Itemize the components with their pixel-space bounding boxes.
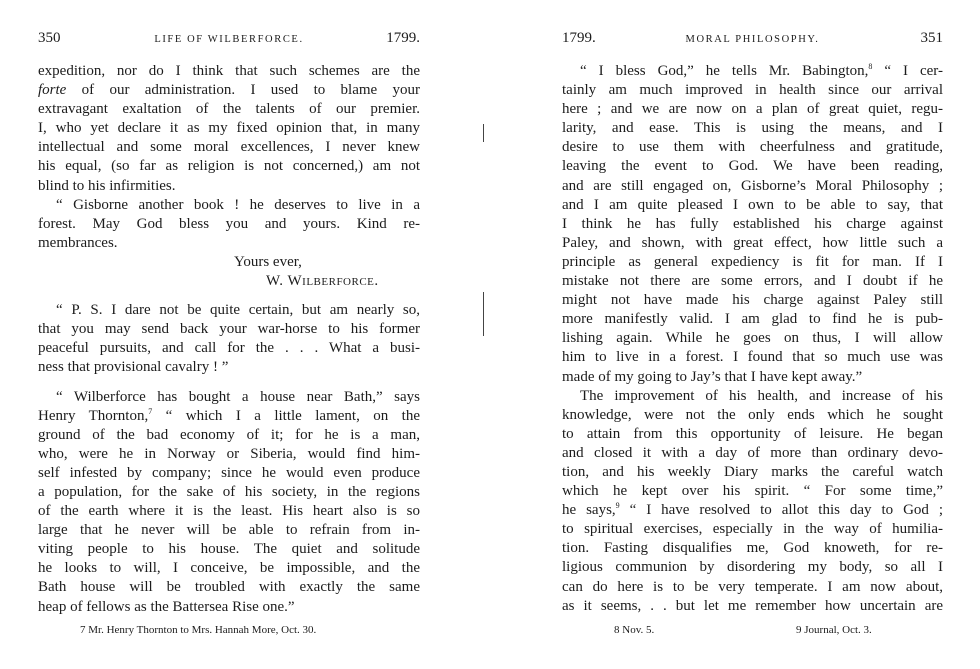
text-line: can do here is to be very temperate. I am now about, bbox=[562, 578, 943, 595]
text-line: desire to use them with cheerfulness and gratitude, bbox=[562, 139, 943, 156]
text-line: made of my going to Jay’s that I have kept away.” bbox=[562, 368, 863, 385]
text-line: I, who yet declare it as my fixed opinion that, in many bbox=[38, 120, 420, 137]
text-line: heap of fellows as the Battersea Rise one.” bbox=[38, 598, 295, 615]
text-line: leaving the event to God. We have been reading, bbox=[562, 158, 943, 175]
text-line: who, were he in Norway or Siberia, would find him- bbox=[38, 445, 420, 462]
text-line: forte of our administration. I used to blame your bbox=[38, 82, 420, 99]
text-line: Henry Thornton,$^7$ “ which I a little lament, on the bbox=[38, 406, 421, 424]
text-line: and are still engaged on, Gisborne’s Moral Philosophy ; bbox=[562, 177, 943, 194]
italic-word: forte bbox=[38, 82, 67, 99]
letter-closing: Yours ever, bbox=[234, 253, 302, 270]
text-line: as it seems, . . but let me remember how uncertain are bbox=[562, 597, 943, 614]
text-line: and I am quite pleased I own to be able to say, that bbox=[562, 196, 943, 213]
right-page-header bbox=[562, 30, 943, 50]
text-line: his equal, (so far as religion is not concerned,) am not bbox=[38, 158, 420, 175]
running-title: MORAL PHILOSOPHY. bbox=[685, 34, 820, 45]
footnote: 7 Mr. Henry Thornton to Mrs. Hannah More, Oct. 30. bbox=[80, 624, 317, 636]
text-line: “ I bless God,” he tells Mr. Babington,$^8$ “ I cer- bbox=[580, 62, 943, 79]
text-line: ness that provisional cavalry ! ” bbox=[38, 359, 229, 376]
text-line: blind to his infirmities. bbox=[38, 177, 176, 194]
text-line: Bath house will be troubled with exactly the same bbox=[38, 579, 420, 596]
right-page-text bbox=[562, 62, 943, 616]
text-line: tainly am much improved in health since our arrival bbox=[562, 82, 943, 99]
text-line: The improvement of his health, and increase of his bbox=[580, 387, 943, 404]
letter-signature: W. Wilberforce. bbox=[266, 273, 379, 290]
text-line: of the earth where it is the least. His heart also is so bbox=[38, 503, 420, 520]
text-line: a population, for the sake of his society, in the regions bbox=[38, 483, 420, 500]
text-line: knowledge, were not the only ends which he sought bbox=[562, 406, 943, 423]
text-line: “ Gisborne another book ! he deserves to live in a bbox=[56, 196, 420, 213]
text-line: that you may send back your war-horse to his former bbox=[38, 321, 420, 338]
text-line: mistake not there are some errors, and I doubt if he bbox=[562, 273, 943, 290]
gutter-mark bbox=[483, 292, 484, 336]
text-line: he says,$^9$ “ I have resolved to allot this day to God ; bbox=[562, 501, 944, 519]
footnote: 9 Journal, Oct. 3. bbox=[796, 624, 872, 636]
text-line: here ; and we are now on a plan of great quiet, regu- bbox=[562, 101, 943, 118]
text-line: to spiritual exercises, especially in the way of humilia- bbox=[562, 521, 943, 538]
footnote: 8 Nov. 5. bbox=[614, 624, 655, 636]
left-page-text bbox=[38, 62, 420, 617]
gutter-mark bbox=[483, 124, 484, 142]
text-line: larity, and ease. This is using the means, and I bbox=[562, 120, 943, 137]
footnote-ref: 7 bbox=[148, 406, 153, 416]
left-page-header bbox=[38, 30, 420, 50]
text-line: extravagant exaltation of the talents of our premier. bbox=[38, 101, 420, 118]
text-line: viting people to his house. The quiet and solitude bbox=[38, 541, 420, 558]
text-line: which he kept over his spirit. “ For some time,” bbox=[562, 483, 943, 500]
text-line: ligious communion by disordering my body, so all I bbox=[562, 559, 943, 576]
text-line: principle as general expediency is fit for man. If I bbox=[562, 253, 943, 270]
text-line: large that he never will be able to refrain from in- bbox=[38, 522, 420, 539]
text-line: tion, and his weekly Diary marks the careful watch bbox=[562, 463, 943, 480]
text-line: peaceful pursuits, and call for the . . . What a busi- bbox=[38, 340, 420, 357]
text-line: forest. May God bless you and yours. Kind re- bbox=[38, 215, 420, 232]
text-line: him to live in a forest. I found that so much use was bbox=[562, 349, 943, 366]
text-line: lishing again. While he goes on thus, I will allow bbox=[562, 330, 943, 347]
running-year: 1799. bbox=[386, 30, 420, 46]
right-page bbox=[562, 0, 943, 669]
running-title: LIFE OF WILBERFORCE. bbox=[154, 34, 304, 45]
text-line: self infested by company; since he would even produce bbox=[38, 464, 420, 481]
footnote-ref: 9 bbox=[615, 501, 620, 511]
text-line: expedition, nor do I think that such schemes are the bbox=[38, 63, 420, 79]
footnote-ref: 8 bbox=[868, 62, 873, 71]
text-line: “ P. S. I dare not be quite certain, but am nearly so, bbox=[56, 302, 420, 319]
text-line: he looks to will, I conceive, be impossible, and the bbox=[38, 560, 420, 577]
running-year: 1799. bbox=[562, 30, 596, 46]
text-line: tion. Fasting disqualifies me, God knoweth, for re- bbox=[562, 540, 943, 557]
text-line: to attain from this opportunity of leisure. He began bbox=[562, 425, 943, 442]
text-line: Paley, and shown, with great effect, how little such a bbox=[562, 234, 943, 251]
left-page bbox=[38, 0, 420, 669]
page-number: 351 bbox=[920, 30, 943, 46]
text-line: and closed it with a day of more than ordinary devo- bbox=[562, 444, 943, 461]
text-line: membrances. bbox=[38, 234, 118, 251]
text-line: “ Wilberforce has bought a house near Bath,” says bbox=[56, 388, 420, 405]
text-line: ground of the bad economy of it; for he is a man, bbox=[38, 426, 420, 443]
text-line: I think he has fully established his charge against bbox=[562, 215, 943, 232]
text-line: more manifestly valid. I am glad to find he is pub- bbox=[562, 311, 943, 328]
text-line: might not have made his charge against Paley still bbox=[562, 292, 943, 309]
text-line: intellectual and some moral excellences, I never knew bbox=[38, 139, 420, 156]
page-number: 350 bbox=[38, 30, 61, 46]
